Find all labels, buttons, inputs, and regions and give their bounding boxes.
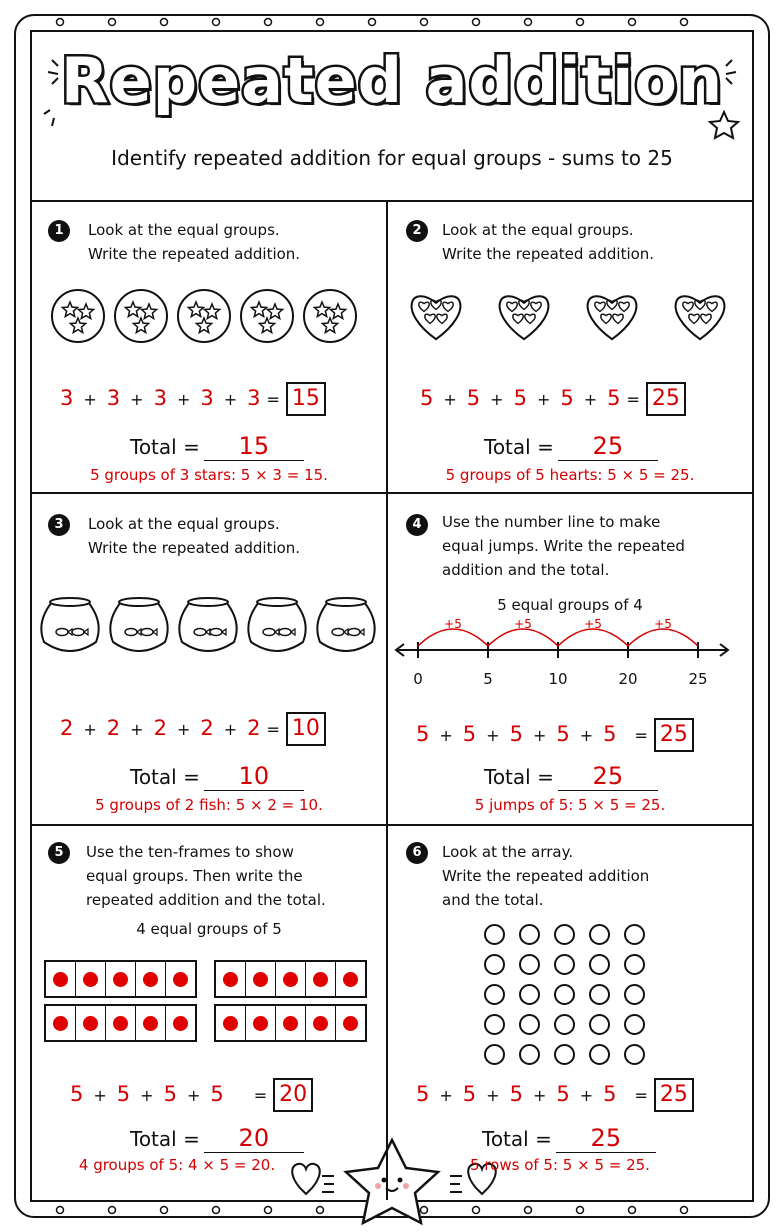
heart-group (500, 296, 549, 339)
explanation-text: 5 groups of 3 stars: 5 × 3 = 15. (90, 466, 328, 484)
addend: 3 (60, 386, 74, 410)
counter-dot (343, 1016, 358, 1031)
array-circle (624, 984, 645, 1005)
total-value[interactable]: 20 (204, 1124, 304, 1153)
addend: 5 (556, 1082, 570, 1106)
instruction-text: Look at the equal groups. Write the repeated addition. (88, 515, 301, 557)
fish-bowl-icon (248, 598, 305, 651)
addend: 3 (153, 386, 167, 410)
ten-frame-cell (216, 962, 246, 996)
array-circle (589, 1014, 610, 1035)
equation-row: 5 + 5 + 5 + 5 + 5 = 25 (420, 382, 686, 416)
fish-bowl-icon (41, 598, 98, 651)
number-line-heading: 5 equal groups of 4 (497, 596, 643, 614)
counter-dot (83, 972, 98, 987)
addend: 2 (200, 716, 214, 740)
array-circle (484, 984, 505, 1005)
array-circle (484, 924, 505, 945)
answer-box[interactable]: 15 (286, 382, 326, 416)
total-value[interactable]: 25 (558, 762, 658, 791)
ten-frame-cell (306, 1006, 336, 1040)
counter-dot (173, 972, 188, 987)
array-circle (484, 1044, 505, 1065)
answer-box[interactable]: 25 (646, 382, 686, 416)
addend: 5 (556, 722, 570, 746)
star-group (241, 290, 293, 342)
answer-box[interactable]: 20 (273, 1078, 313, 1112)
ten-frame (214, 960, 367, 998)
ten-frame-cell (276, 962, 306, 996)
equation-row: 3 + 3 + 3 + 3 + 3 = 15 (60, 382, 326, 416)
counter-dot (173, 1016, 188, 1031)
ten-frame-cell (106, 1006, 136, 1040)
counter-dot (113, 972, 128, 987)
total-line (482, 1124, 656, 1153)
heart-group (676, 296, 725, 339)
tick-label: 5 (483, 670, 493, 688)
counter-dot (283, 1016, 298, 1031)
total-value[interactable]: 25 (556, 1124, 656, 1153)
total-label: Total = (130, 1127, 200, 1151)
ten-frame-cell (166, 1006, 195, 1040)
addend: 2 (153, 716, 167, 740)
array-circle (519, 1044, 540, 1065)
ten-frame-cell (276, 1006, 306, 1040)
jump-arc (488, 629, 558, 646)
jump-arc (558, 629, 628, 646)
counter-dot (53, 972, 68, 987)
addend: 5 (416, 1082, 430, 1106)
counter-dot (53, 1016, 68, 1031)
addend: 5 (116, 1082, 131, 1106)
tick-label: 0 (413, 670, 423, 688)
question-number: 1 (48, 220, 70, 242)
question-number: 5 (48, 842, 70, 864)
total-label: Total = (482, 1127, 552, 1151)
ten-frame-cell (46, 962, 76, 996)
total-label: Total = (484, 435, 554, 459)
addend: 5 (70, 1082, 84, 1106)
answer-box[interactable]: 10 (286, 712, 326, 746)
array-circle (624, 1014, 645, 1035)
grid-divider (32, 492, 752, 494)
grid-divider (386, 200, 388, 1200)
ten-frame-cell (46, 1006, 76, 1040)
addend: 5 (607, 386, 621, 410)
explanation-text: 4 groups of 5: 4 × 5 = 20. (78, 1156, 276, 1174)
counter-dot (343, 972, 358, 987)
ten-frame-cell (306, 962, 336, 996)
equation-row: 5 + 5 + 5 + 5 + 5 = 25 (416, 718, 694, 752)
array-circle (554, 924, 575, 945)
addend: 2 (106, 716, 121, 740)
fish-bowl-icon (317, 598, 374, 651)
array-circle (554, 984, 575, 1005)
tick-label: 20 (618, 670, 638, 688)
addend: 5 (210, 1082, 224, 1106)
counter-dot (313, 972, 328, 987)
grid-divider (32, 824, 752, 826)
array-circle (589, 954, 610, 975)
addend: 5 (509, 1082, 523, 1106)
addend: 5 (509, 722, 523, 746)
ten-frame-cell (136, 962, 166, 996)
array-circle (554, 954, 575, 975)
counter-dot (253, 1016, 268, 1031)
array-circle (519, 984, 540, 1005)
question-number: 6 (406, 842, 428, 864)
counter-dot (253, 972, 268, 987)
array-circle (624, 1044, 645, 1065)
total-value[interactable]: 25 (558, 432, 658, 461)
jump-label: +5 (654, 617, 672, 631)
page-title: Repeated addition (60, 44, 724, 117)
array-circle (589, 924, 610, 945)
addend: 5 (416, 722, 430, 746)
star-group (178, 290, 230, 342)
ten-frame-cell (246, 962, 276, 996)
ten-frame-cell (246, 1006, 276, 1040)
star-group (52, 290, 104, 342)
addend: 3 (200, 386, 214, 410)
counter-dot (83, 1016, 98, 1031)
counter-dot (113, 1016, 128, 1031)
jump-arc (628, 629, 698, 646)
addend: 5 (462, 1082, 477, 1106)
array-circle (519, 1014, 540, 1035)
counter-dot (223, 1016, 238, 1031)
total-label: Total = (484, 765, 554, 789)
ten-frame-cell (136, 1006, 166, 1040)
number-line (388, 612, 752, 694)
total-label: Total = (130, 435, 200, 459)
heart-group (412, 296, 461, 339)
tick-label: 10 (548, 670, 568, 688)
ten-frame-cell (336, 962, 365, 996)
answer-box[interactable]: 25 (654, 1078, 694, 1112)
ten-frame (44, 960, 197, 998)
question-number: 3 (48, 514, 70, 536)
addend: 5 (603, 722, 617, 746)
tick-label: 25 (688, 670, 708, 688)
addend: 5 (560, 386, 574, 410)
question-number: 2 (406, 220, 428, 242)
array-circle (624, 924, 645, 945)
ten-frame (214, 1004, 367, 1042)
addend: 5 (466, 386, 481, 410)
heart-groups (398, 284, 742, 348)
counter-dot (143, 972, 158, 987)
array-circle (519, 924, 540, 945)
equation-row: 5 + 5 + 5 + 5 = 20 (70, 1078, 313, 1112)
jump-label: +5 (584, 617, 602, 631)
array-circle (554, 1014, 575, 1035)
addend: 5 (462, 722, 477, 746)
total-line (130, 1124, 304, 1153)
explanation-text: 5 jumps of 5: 5 × 5 = 25. (474, 796, 666, 814)
total-label: Total = (130, 765, 200, 789)
array-circle (484, 1014, 505, 1035)
array-circle (554, 1044, 575, 1065)
instruction-text: Use the number line to make equal jumps. Write the repeated addition and the total. (442, 513, 685, 579)
addend: 5 (420, 386, 434, 410)
ten-frame-cell (76, 1006, 106, 1040)
ten-frame-cell (166, 962, 195, 996)
instruction-text: Look at the equal groups. Write the repeated addition. (442, 221, 655, 263)
equation-row: 5 + 5 + 5 + 5 + 5 = 25 (416, 1078, 694, 1112)
ten-frame-cell (216, 1006, 246, 1040)
equation-row: 2 + 2 + 2 + 2 + 2 = 10 (60, 712, 326, 746)
instruction-text: Use the ten-frames to show equal groups. Then write the repeated addition and the total. (86, 843, 326, 909)
fish-bowl-icon (179, 598, 236, 651)
explanation-text: 5 groups of 5 hearts: 5 × 5 = 25. (445, 466, 695, 484)
question-number: 4 (406, 514, 428, 536)
counter-dot (143, 1016, 158, 1031)
total-line (130, 432, 304, 461)
total-line (130, 762, 304, 791)
addend: 3 (247, 386, 261, 410)
ten-frame-cell (336, 1006, 365, 1040)
ten-frame-cell (76, 962, 106, 996)
addend: 5 (603, 1082, 617, 1106)
addend: 5 (163, 1082, 177, 1106)
addend: 3 (106, 386, 121, 410)
addend: 2 (60, 716, 74, 740)
grid-divider (32, 200, 752, 202)
star-group (115, 290, 167, 342)
heart-group (588, 296, 637, 339)
fish-bowl-groups (36, 592, 382, 658)
array-circle (519, 954, 540, 975)
instruction-text: Look at the array. Write the repeated addition and the total. (442, 843, 650, 909)
jump-arc (418, 629, 488, 646)
answer-box[interactable]: 25 (654, 718, 694, 752)
addend: 2 (247, 716, 261, 740)
array-circle (624, 954, 645, 975)
array-circle (589, 1044, 610, 1065)
explanation-text: 5 rows of 5: 5 × 5 = 25. (470, 1156, 650, 1174)
explanation-text: 5 groups of 2 fish: 5 × 2 = 10. (95, 796, 323, 814)
total-value[interactable]: 15 (204, 432, 304, 461)
star-groups (48, 284, 368, 348)
instruction-text: Look at the equal groups. Write the repeated addition. (88, 221, 301, 263)
fish-bowl-icon (110, 598, 167, 651)
total-line (484, 432, 658, 461)
array-circle (484, 954, 505, 975)
counter-dot (313, 1016, 328, 1031)
total-line (484, 762, 658, 791)
counter-dot (283, 972, 298, 987)
ten-frame-cell (106, 962, 136, 996)
jump-label: +5 (514, 617, 532, 631)
star-group (304, 290, 356, 342)
array-circle (589, 984, 610, 1005)
page-subtitle: Identify repeated addition for equal groups - sums to 25 (111, 146, 673, 170)
circle-array (484, 924, 659, 1065)
jump-label: +5 (444, 617, 462, 631)
ten-frame-heading: 4 equal groups of 5 (136, 920, 282, 938)
counter-dot (223, 972, 238, 987)
addend: 5 (513, 386, 527, 410)
ten-frame (44, 1004, 197, 1042)
total-value[interactable]: 10 (204, 762, 304, 791)
